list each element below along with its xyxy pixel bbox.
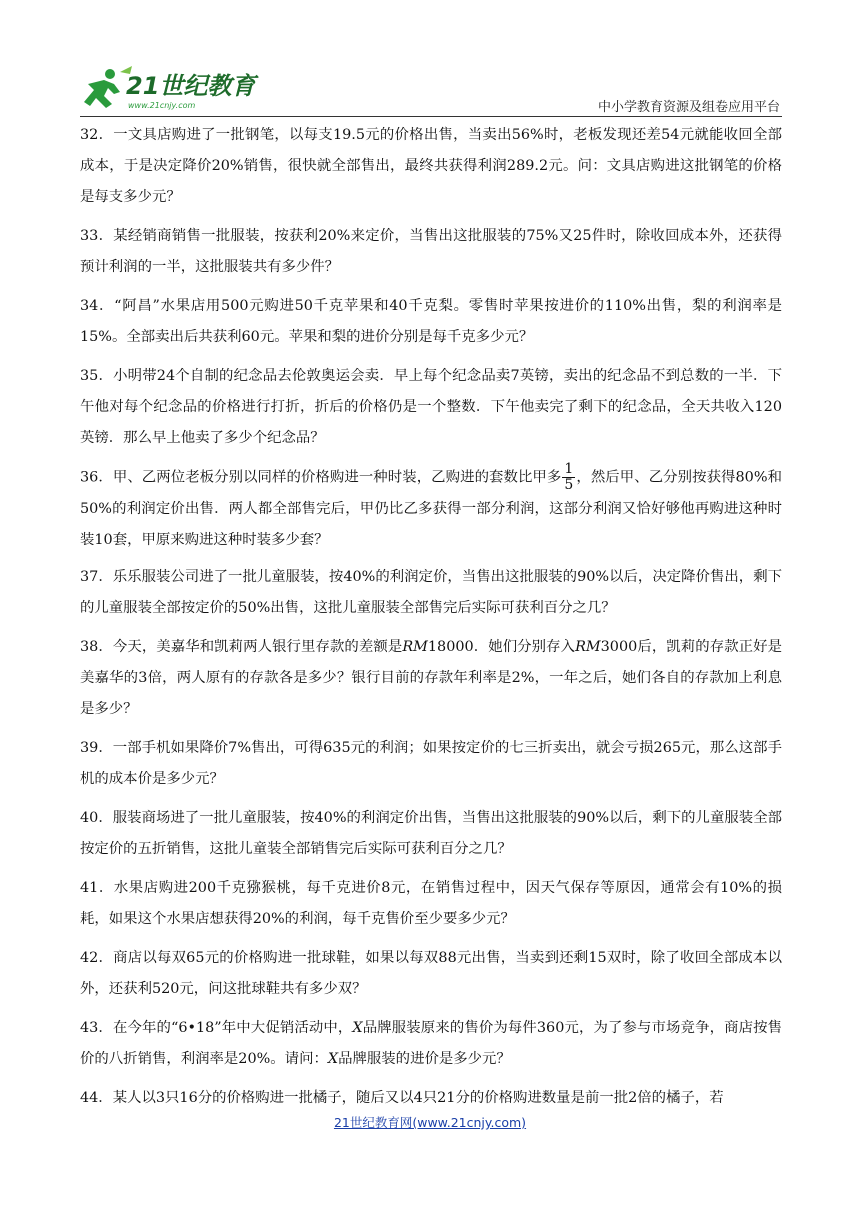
- problem-text: 某人以3只16分的价格购进一批橘子，随后又以4只21分的价格购进数量是前一批2倍的橘子，若: [112, 1089, 724, 1106]
- problem-text-c: 3000后，凯莉的存款正好是美嘉华的3倍，两人原有的存款各是多少？银行目前的存款年利率是2%，一年之后，她们各自的存款加上利息是多少？: [80, 638, 783, 717]
- brand-x: X: [327, 1050, 339, 1067]
- problem-38: [80, 632, 782, 725]
- problem-number: 39．: [80, 739, 113, 756]
- problem-list: [80, 120, 782, 1114]
- problem-number: 44．: [80, 1089, 113, 1106]
- header-divider: [80, 116, 782, 117]
- problem-42: [80, 943, 782, 1005]
- problem-number: 37．: [80, 568, 113, 585]
- logo: [80, 62, 260, 114]
- problem-number: 42．: [80, 949, 114, 966]
- problem-text: 小明带24个自制的纪念品去伦敦奥运会卖．早上每个纪念品卖7英镑，卖出的纪念品不到总数的一半．下午他对每个纪念品的价格进行打折，折后的价格仍是一个整数．下午他卖完了剩下的纪念品，全天共收入120英镑．那么早上他卖了多少个纪念品？: [80, 368, 782, 446]
- problem-41: [80, 873, 782, 935]
- problem-text: 一文具店购进了一批钢笔，以每支19.5元的价格出售，当卖出56%时，老板发现还差54元就能收回全部成本，于是决定降价20%销售，很快就全部售出，最终共获得利润289.2元。问：文具店购进这批钢笔的价格是每支多少元？: [80, 127, 782, 205]
- problem-text: 乐乐服装公司进了一批儿童服装，按40%的利润定价，当售出这批服装的90%以后，决定降价售出，剩下的儿童服装全部按定价的50%出售，这批儿童服装全部售完后实际可获利百分之几？: [80, 568, 782, 616]
- problem-34: [80, 291, 782, 353]
- currency-rm: RM: [402, 638, 428, 655]
- problem-number: 32．: [80, 127, 114, 143]
- problem-number: 36．: [80, 469, 113, 486]
- problem-37: [80, 562, 782, 624]
- platform-name: 中小学教育资源及组卷应用平台: [597, 100, 780, 115]
- problem-number: 43．: [80, 1019, 113, 1036]
- logo-url: www.21cnjy.com: [128, 101, 196, 110]
- problem-32: [80, 120, 782, 213]
- problem-35: [80, 361, 782, 454]
- fraction-denominator: 5: [564, 477, 574, 493]
- problem-text: 一部手机如果降价7%售出，可得635元的利润；如果按定价的七三折卖出，就会亏损265元，那么这部手机的成本价是多少元？: [80, 739, 782, 787]
- problem-43: [80, 1013, 782, 1075]
- problem-text-after: ，然后甲、乙分别按获得80%和50%的利润定价出售．两人都全部售完后，甲仍比乙多获得一部分利润，这部分利润又恰好够他再购进这种时装10套，甲原来购进这种时装多少套？: [80, 469, 782, 548]
- fraction: [562, 462, 575, 493]
- problem-36: [80, 462, 782, 556]
- fraction-numerator: 1: [564, 461, 574, 477]
- problem-text: 服装商场进了一批儿童服装，按40%的利润定价出售，当售出这批服装的90%以后，剩下的儿童服装全部按定价的五折销售，这批儿童装全部销售完后实际可获利百分之几？: [80, 809, 782, 857]
- problem-39: [80, 733, 782, 795]
- problem-text: 水果店购进200千克猕猴桃，每千克进价8元，在销售过程中，因天气保存等原因，通常会有10%的损耗，如果这个水果店想获得20%的利润，每千克售价至少要多少元？: [80, 879, 782, 927]
- problem-44: [80, 1083, 782, 1114]
- brand-x: X: [352, 1019, 363, 1036]
- page-footer: [0, 1113, 860, 1131]
- problem-text-b: 18000．她们分别存入: [427, 638, 576, 655]
- problem-text: “阿昌”水果店用500元购进50千克苹果和40千克梨。零售时苹果按进价的110%出售，梨的利润率是15%。全部卖出后共获利60元。苹果和梨的进价分别是每千克多少元？: [80, 298, 783, 345]
- problem-33: [80, 221, 782, 283]
- problem-text-a: 在今年的“6•18”年中大促销活动中，: [112, 1019, 353, 1036]
- problem-40: [80, 803, 782, 865]
- problem-number: 35．: [80, 368, 114, 384]
- problem-text: 某经销商销售一批服装，按获利20%来定价，当售出这批服装的75%又25件时，除收回成本外，还获得预计利润的一半，这批服装共有多少件？: [80, 228, 783, 275]
- currency-rm: RM: [575, 638, 601, 655]
- problem-text: 商店以每双65元的价格购进一批球鞋，如果以每双88元出售，当卖到还剩15双时，除了收回全部成本以外，还获利520元，问这批球鞋共有多少双？: [80, 949, 782, 997]
- problem-number: 34．: [80, 298, 115, 314]
- problem-text-before: 甲、乙两位老板分别以同样的价格购进一种时装，乙购进的套数比甲多: [112, 469, 562, 486]
- footer-link[interactable]: 21世纪教育网(www.21cnjy.com): [333, 1115, 527, 1130]
- problem-number: 38．: [80, 638, 113, 655]
- problem-text-a: 今天，美嘉华和凯莉两人银行里存款的差额是: [112, 638, 403, 655]
- problem-text-b: 品牌服装原来的售价为每件360元，为了参与市场竞争，商店按售价的八折销售，利润率是20%。请问：: [80, 1019, 783, 1067]
- page-header: [80, 62, 780, 118]
- problem-number: 33．: [80, 228, 114, 244]
- problem-number: 41．: [80, 879, 114, 896]
- runner-logo-icon: [80, 62, 260, 114]
- problem-number: 40．: [80, 809, 113, 826]
- logo-text: 21世纪教育: [126, 72, 256, 100]
- problem-text-c: 品牌服装的进价是多少元？: [338, 1050, 511, 1067]
